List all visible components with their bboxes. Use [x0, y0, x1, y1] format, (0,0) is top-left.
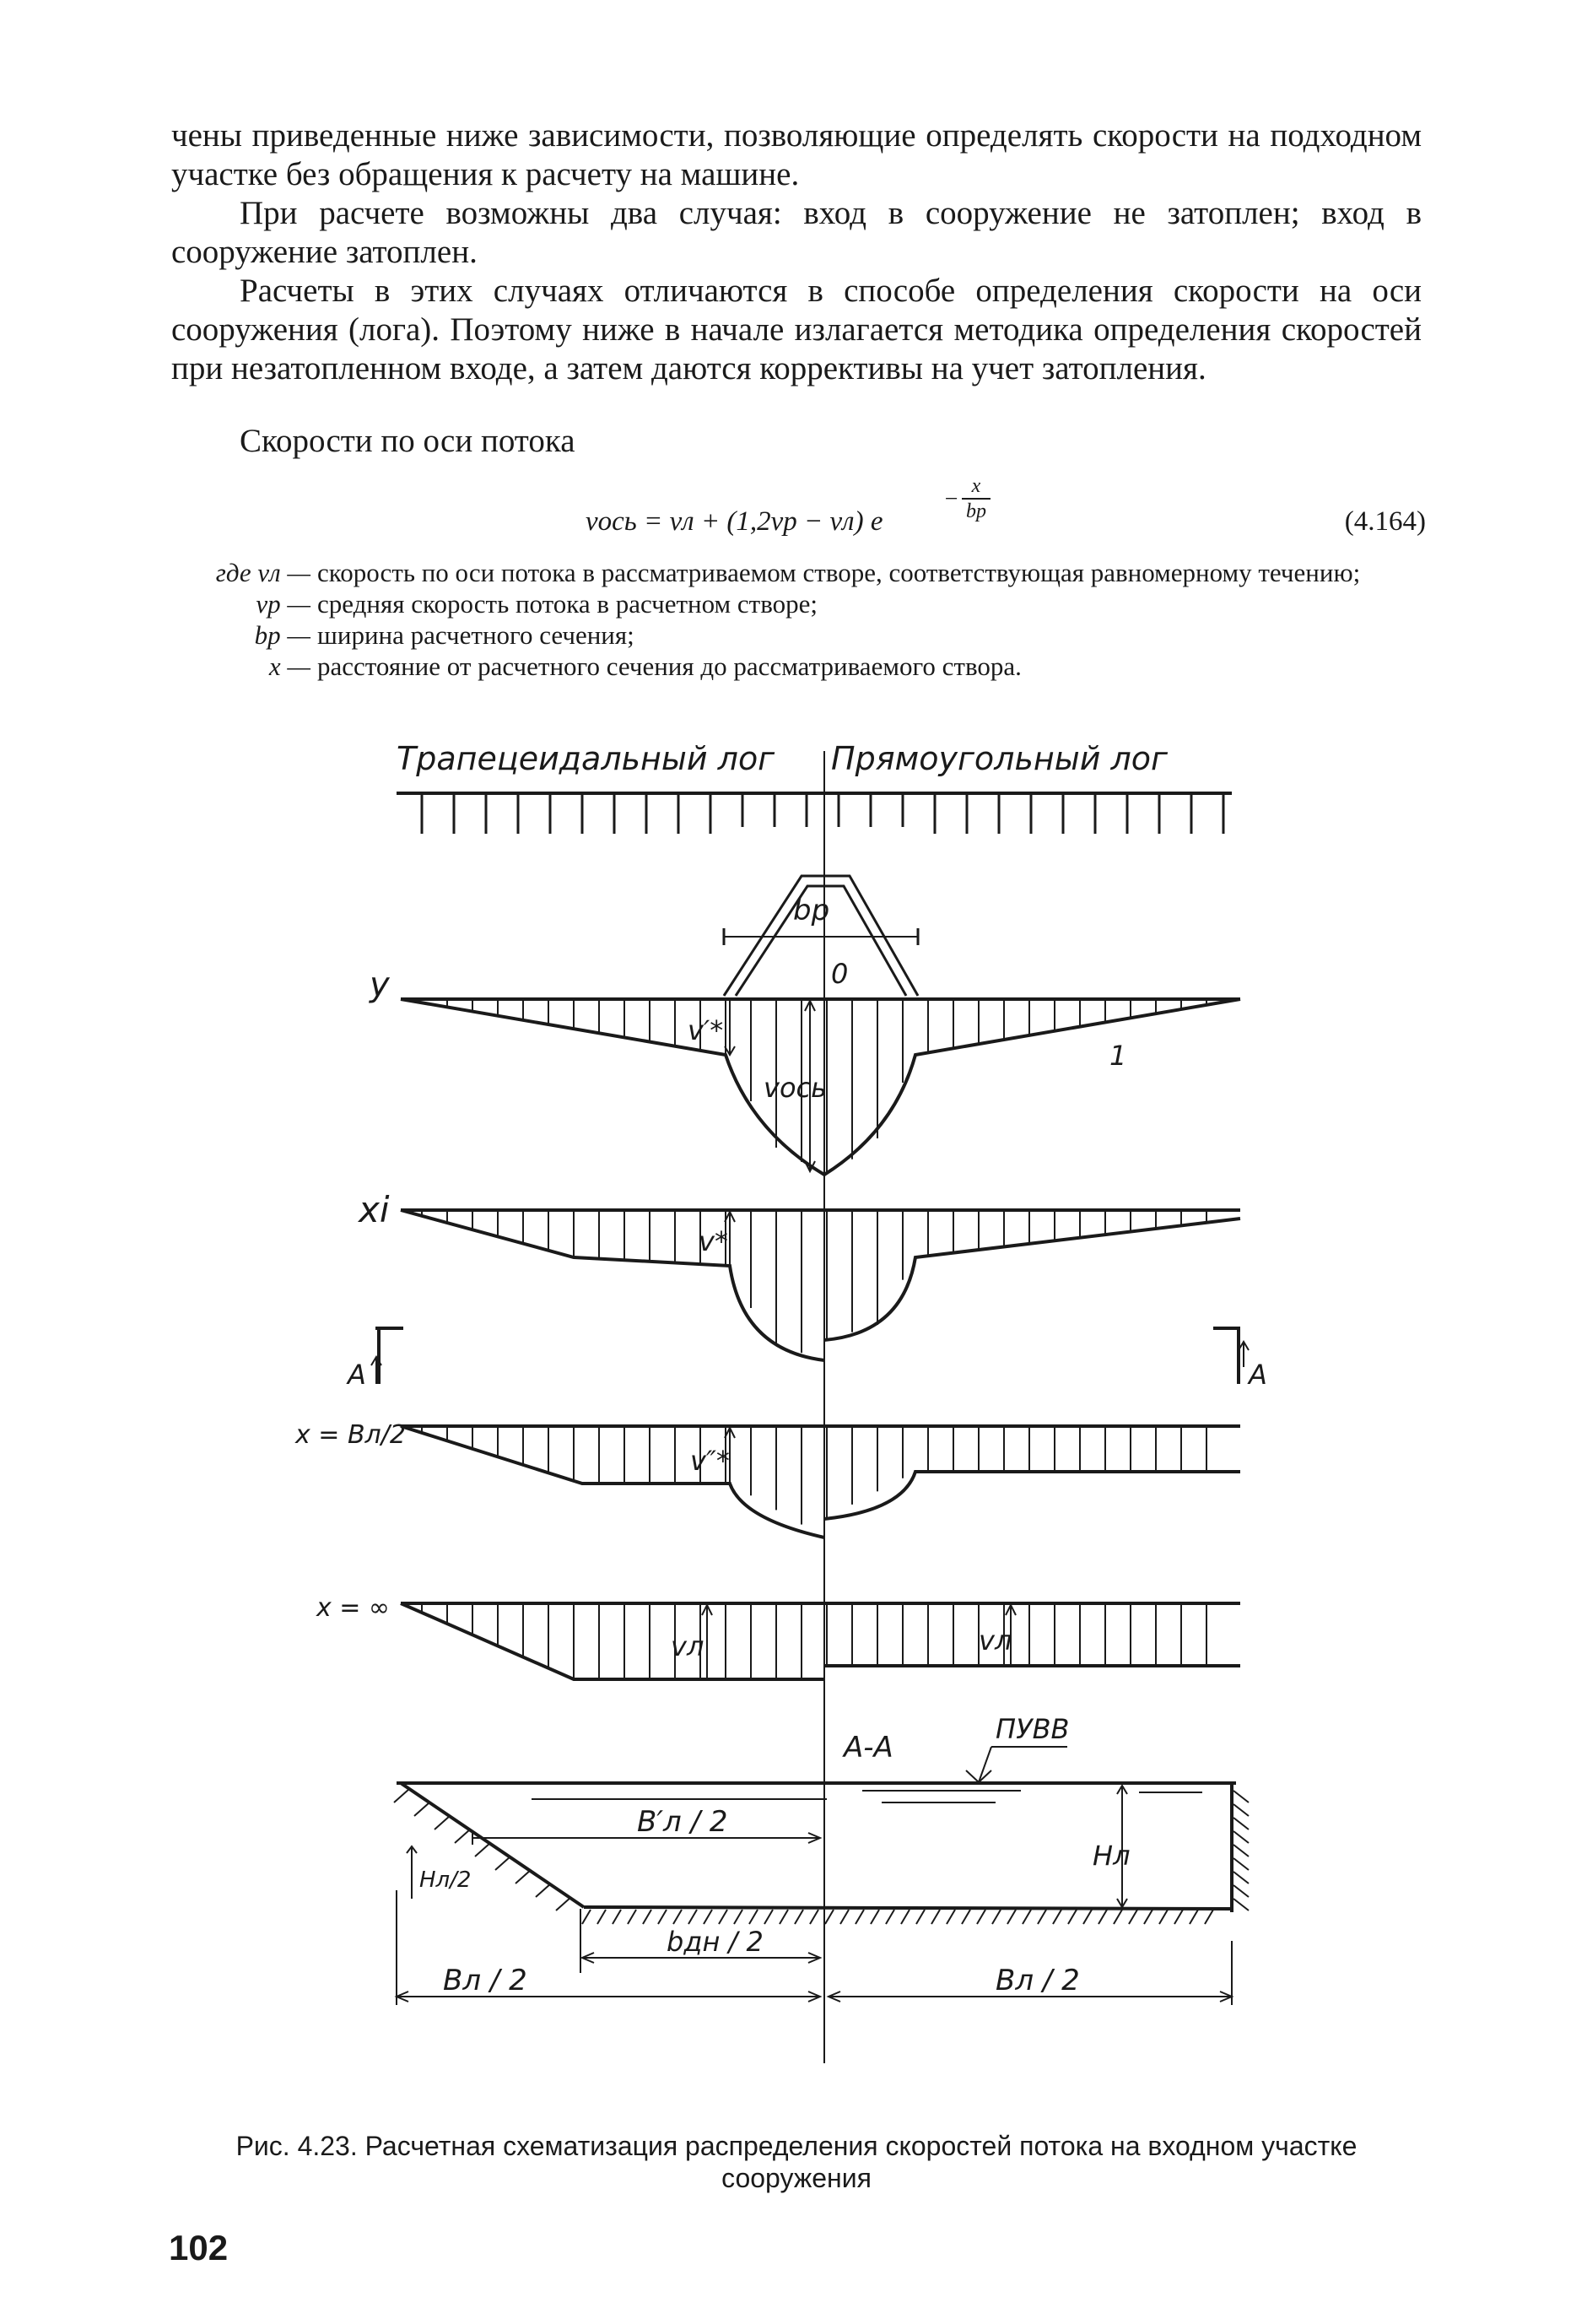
- velocity-diagram-half-width: [401, 1426, 1240, 1538]
- label-bdn-half: bдн / 2: [667, 1926, 764, 1958]
- hatch-line: [901, 1910, 910, 1924]
- label-bp: bр: [793, 894, 830, 927]
- label-bl-half-left: Bл / 2: [443, 1964, 527, 1997]
- label-hl-half: Hл/2: [419, 1867, 472, 1893]
- velocity-hatching-infinity: [422, 1603, 1206, 1679]
- hatch-line: [1068, 1910, 1077, 1924]
- definition-symbol: где vл —: [215, 558, 310, 587]
- hatch-line: [495, 1856, 510, 1870]
- label-one: 1: [1109, 1040, 1127, 1072]
- hatch-line: [516, 1870, 531, 1884]
- hatch-line: [1233, 1831, 1249, 1843]
- hatch-line: [414, 1802, 429, 1816]
- hatch-line: [1233, 1818, 1249, 1829]
- hatch-line: [1144, 1910, 1152, 1924]
- hatch-line: [1190, 1910, 1198, 1924]
- hatch-line: [992, 1910, 1001, 1924]
- label-vl-right: vл: [979, 1624, 1012, 1657]
- label-v-double: v″*: [690, 1445, 730, 1477]
- hatch-line: [916, 1910, 925, 1924]
- hatch-line: [658, 1910, 667, 1924]
- hatch-line: [1098, 1910, 1107, 1924]
- label-a-right: A: [1249, 1359, 1267, 1391]
- hatch-line: [871, 1910, 879, 1924]
- label-xi: xi: [359, 1189, 390, 1230]
- exponent-denominator: bр: [966, 500, 986, 522]
- paragraph-2: При расчете возможны два случая: вход в сооружение не затоплен; вход в сооружение затоплен.: [171, 195, 1422, 270]
- hatch-line: [704, 1910, 712, 1924]
- hatch-line: [1233, 1804, 1249, 1816]
- label-hl: Hл: [1093, 1840, 1131, 1872]
- label-zero: 0: [831, 958, 849, 990]
- hatch-line: [435, 1816, 450, 1829]
- hatch-line: [764, 1910, 773, 1924]
- hatch-line: [556, 1897, 571, 1911]
- definition-text: средняя скорость потока в расчетном створе;: [317, 589, 818, 619]
- label-x-half: x = Bл/2: [295, 1420, 406, 1450]
- label-y: y: [370, 965, 390, 1004]
- hatch-line: [643, 1910, 651, 1924]
- hatch-line: [1233, 1899, 1249, 1911]
- left-title: Трапецеидальный лог: [397, 740, 775, 777]
- hatch-line: [1007, 1910, 1016, 1924]
- hatch-line: [810, 1910, 818, 1924]
- figure-caption: Рис. 4.23. Расчетная схематизация распределения скоростей потока на входном участке сооружения: [235, 2131, 1358, 2193]
- label-bl-prime-half: B′л / 2: [637, 1805, 728, 1839]
- definition-text: расстояние от расчетного сечения до рассматриваемого створа.: [317, 651, 1022, 681]
- plan-ticks: [422, 793, 1223, 834]
- hatch-line: [1233, 1791, 1249, 1802]
- hatch-line: [536, 1884, 551, 1897]
- exponent-numerator: x: [971, 475, 981, 497]
- hatch-line: [582, 1910, 591, 1924]
- hatch-line: [780, 1910, 788, 1924]
- hatch-line: [886, 1910, 894, 1924]
- label-v-prime: v′*: [688, 1014, 724, 1046]
- hatch-line: [947, 1910, 955, 1924]
- label-bl-half-right: Bл / 2: [996, 1964, 1080, 1997]
- hatch-line: [1174, 1910, 1183, 1924]
- hatch-line: [719, 1910, 727, 1924]
- label-puvv: ПУВВ: [996, 1713, 1070, 1745]
- velocity-hatching-half-width: [422, 1426, 1206, 1525]
- hatch-line: [455, 1829, 470, 1843]
- hatch-line: [613, 1910, 621, 1924]
- hatch-line: [1129, 1910, 1137, 1924]
- equation-number: (4.164): [1344, 506, 1426, 537]
- definition-symbol: bр —: [254, 620, 310, 650]
- hatch-line: [1233, 1845, 1249, 1856]
- hatch-line: [1233, 1885, 1249, 1897]
- paragraph-4: Скорости по оси потока: [240, 423, 575, 459]
- hatch-line: [856, 1910, 864, 1924]
- hatch-line: [734, 1910, 742, 1924]
- hatch-line: [795, 1910, 803, 1924]
- hatch-line: [977, 1910, 985, 1924]
- hatch-line: [394, 1789, 409, 1802]
- label-section: А-А: [844, 1731, 893, 1765]
- hatch-line: [1233, 1872, 1249, 1884]
- definition-symbol: vр —: [256, 589, 310, 619]
- formula-exponent-sign: −: [943, 486, 959, 512]
- velocity-diagram-infinity: [401, 1603, 1240, 1679]
- formula-main: vось = vл + (1,2vр − vл) e: [586, 506, 883, 537]
- label-v-axis: vось: [764, 1072, 827, 1104]
- hatch-line: [673, 1910, 682, 1924]
- paragraph-1: чены приведенные ниже зависимости, позволяющие определять скорости на подходном участке без обращения к расчету на машине.: [171, 117, 1422, 192]
- hatch-line: [962, 1910, 970, 1924]
- page-number: 102: [169, 2228, 229, 2267]
- paragraph-3: Расчеты в этих случаях отличаются в способе определения скорости на оси сооружения (лога). Поэтому ниже в начале излагается методика определения скоростей при незатопленном входе, а затем даются коррективы на учет затопления.: [171, 273, 1422, 386]
- definition-text: ширина расчетного сечения;: [317, 620, 634, 650]
- hatch-line: [1038, 1910, 1046, 1924]
- hatch-line: [1083, 1910, 1092, 1924]
- hatch-line: [825, 1910, 834, 1924]
- hatch-line: [1205, 1910, 1213, 1924]
- hatch-line: [840, 1910, 849, 1924]
- section-marker-left: [375, 1328, 403, 1384]
- hatch-line: [931, 1910, 940, 1924]
- definition-text: скорость по оси потока в рассматриваемом створе, соответствующая равномерному течению;: [317, 558, 1361, 587]
- label-v-star: v*: [699, 1225, 728, 1257]
- velocity-hatching-xi: [422, 1210, 1206, 1353]
- hatch-line: [1114, 1910, 1122, 1924]
- hatch-line: [749, 1910, 758, 1924]
- hatch-line: [597, 1910, 606, 1924]
- label-x-infinity: x = ∞: [316, 1593, 390, 1623]
- hatch-line: [1233, 1858, 1249, 1870]
- hatch-line: [1023, 1910, 1031, 1924]
- right-title: Прямоугольный лог: [831, 740, 1168, 777]
- section-marker-right: [1213, 1328, 1240, 1384]
- label-vl-left: vл: [671, 1630, 704, 1662]
- cross-section-a-a: [397, 1747, 1236, 1912]
- hatch-line: [688, 1910, 697, 1924]
- velocity-diagram-xi: [401, 1210, 1240, 1360]
- wall-hatching: [1233, 1791, 1249, 1911]
- label-a-left: A: [348, 1359, 366, 1391]
- definition-symbol: x —: [268, 651, 310, 681]
- hatch-line: [628, 1910, 636, 1924]
- hatch-line: [475, 1843, 490, 1856]
- hatch-line: [1159, 1910, 1168, 1924]
- hatch-line: [1053, 1910, 1061, 1924]
- bed-hatching: [582, 1910, 1213, 1924]
